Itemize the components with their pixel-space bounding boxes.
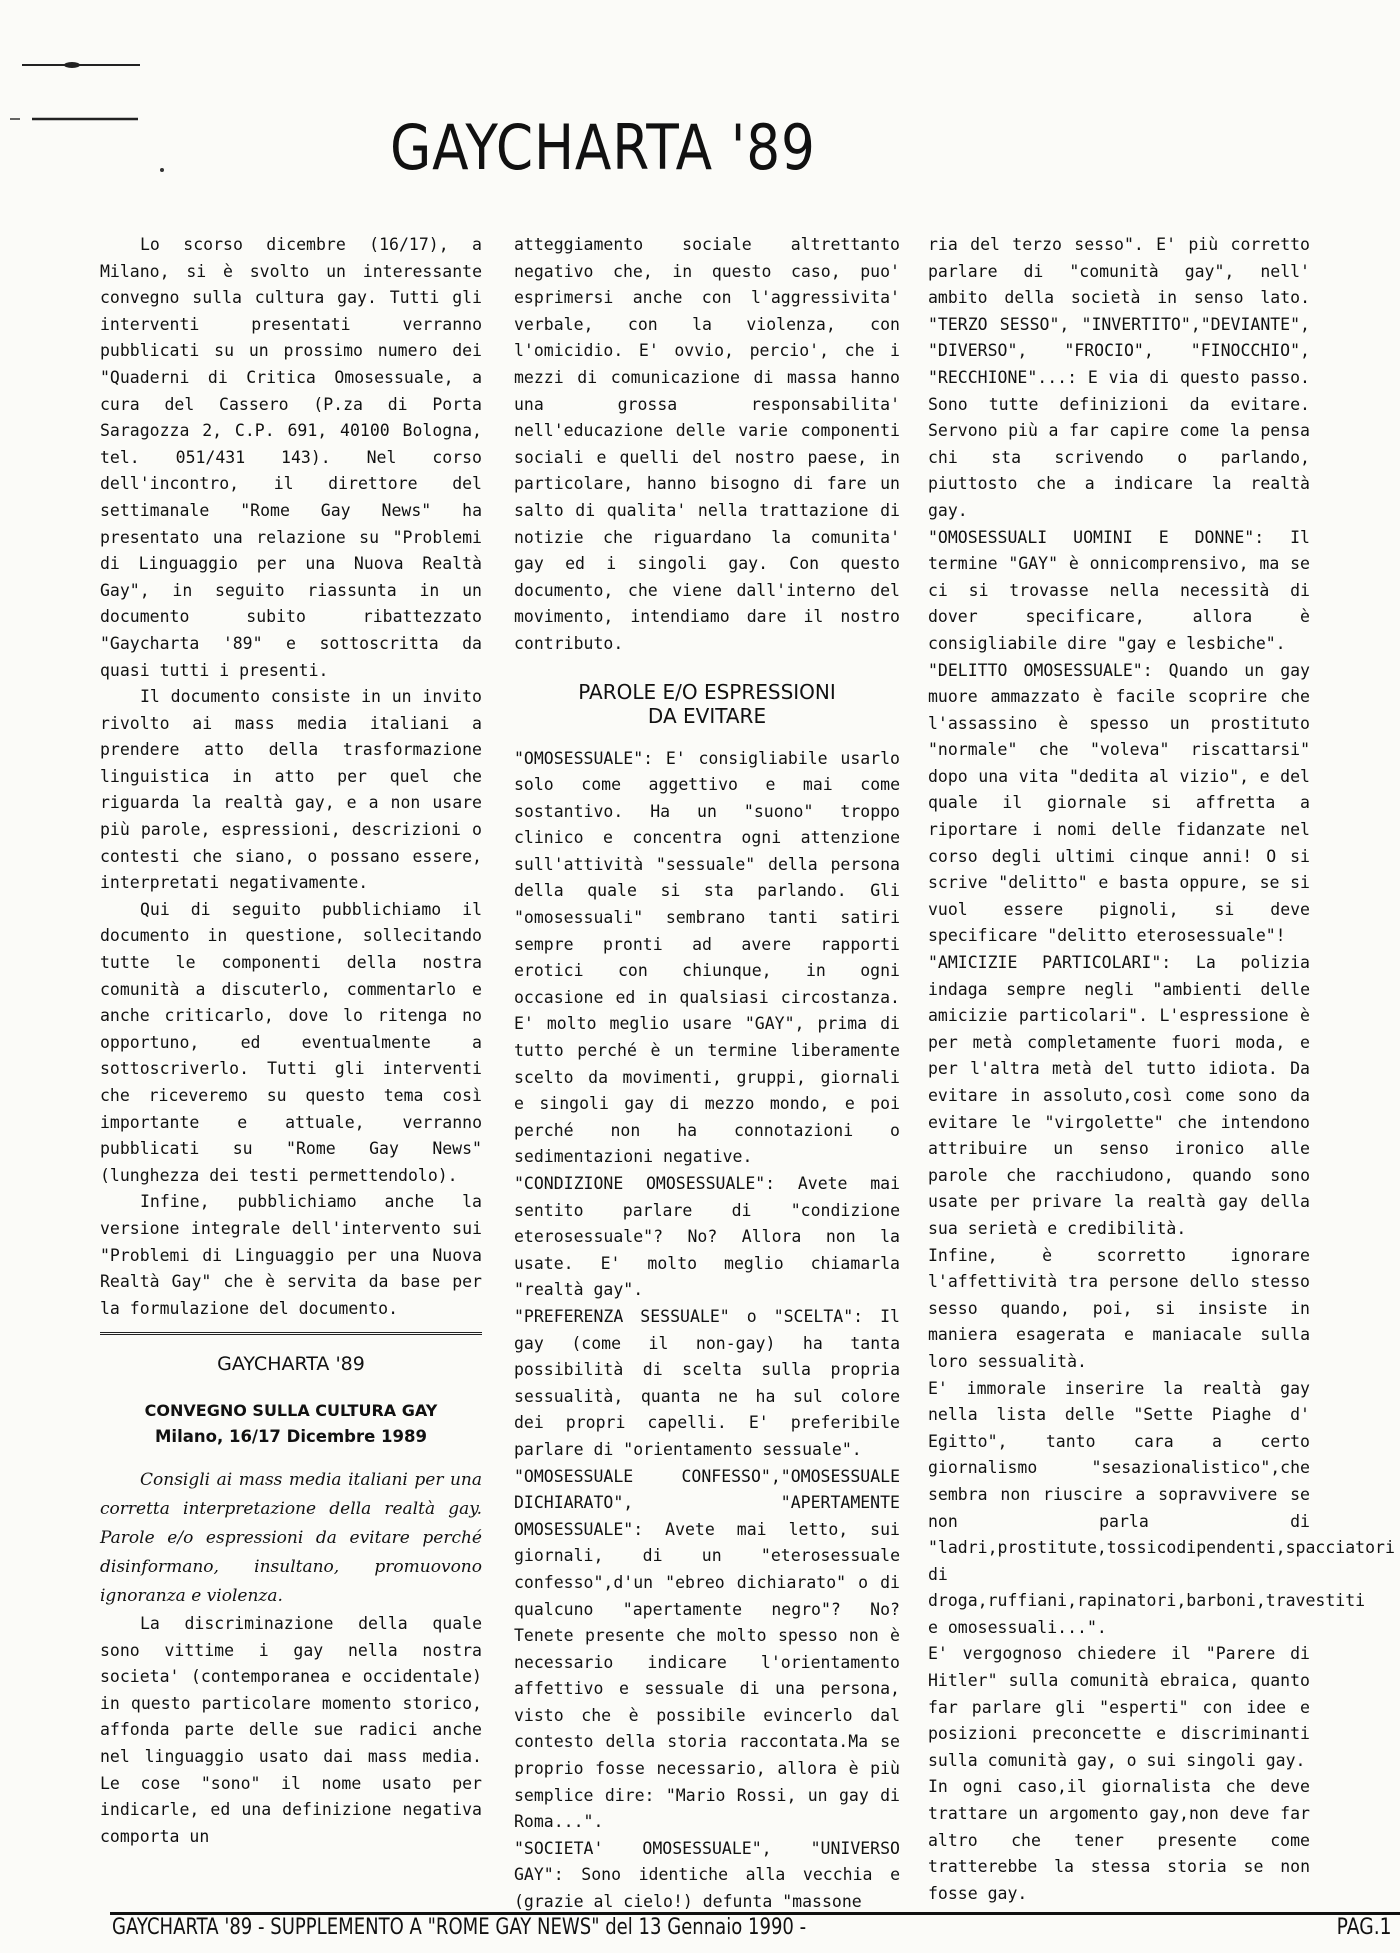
entry-omosessuale: "OMOSESSUALE": E' consigliabile usarlo solo come aggettivo e mai come sostantivo. Ha un "suono" troppo clinico e concentra ogni attenzione sull'attività "sessuale" della persona della quale si sta parlando. Gli "omosessuali" sembrano tanti satiri sempre pronti ad avere rapporti erotici con chiunque, in ogni occasione ed in qualsiasi circostanza. E' molto meglio usare "GAY", prima di tutto perché è un termine liberamente scelto da movimenti, gruppi, giornali e singoli gay di mezzo mondo, e poi perché non ha connotazioni o sedimentazioni negative. xyxy=(514,748,900,1167)
entry-amicizie: "AMICIZIE PARTICOLARI": La polizia indaga sempre negli "ambienti delle amicizie particolari". L'espressione è per metà completamente fuori moda, e per l'altra metà del tutto idiota. Da evitare in assoluto,così come sono da evitare le "virgolette" che intendono attribuire un senso ironico alle parole che racchiudono, quando sono usate per privare la realtà gay della sua serietà e credibilità. xyxy=(928,953,1310,1238)
section-heading-line-1: PAROLE E/O ESPRESSIONI xyxy=(578,679,836,704)
paragraph: Qui di seguito pubblichiamo il documento in questione, sollecitando tutte le componenti della nostra comunità a discuterlo, commentarlo e anche criticarlo, dove lo ritenga no opportuno, ed eventualmente a sottoscriverlo. Tutti gli interventi che riceveremo su questo tema così importante e attuale, verranno pubblicati su "Rome Gay News" (lunghezza dei testi permettendolo). xyxy=(100,899,482,1185)
page-footer xyxy=(110,1912,1400,1943)
paragraph: La discriminazione della quale sono vittime i gay nella nostra societa' (contemporanea e occidentale) in questo particolare momento storico, affonda parte delle sue radici anche nel linguaggio usato dai mass media. Le cose "sono" il nome usato per indicarle, ed una definizione negativa comporta un xyxy=(100,1613,482,1846)
paragraph: E' immorale inserire la realtà gay nella lista delle "Sette Piaghe d' Egitto", tanto cara a certo giornalismo "sesazionalistico",che sembra non riuscire a sopravvivere se non parla di "ladri,prostitute,tossicodipendenti,spacciatori di droga,ruffiani,rapinatori,barboni,travestiti e omosessuali...". xyxy=(928,1378,1395,1637)
footer-text: GAYCHARTA '89 - SUPPLEMENTO A "ROME GAY NEWS" del 13 Gennaio 1990 - xyxy=(112,1915,807,1940)
column-1 xyxy=(100,232,482,1850)
column-3 xyxy=(928,232,1395,1907)
paragraph: Infine, pubblichiamo anche la versione integrale dell'intervento sui "Problemi di Linguaggio per una Nuova Realtà Gay" che è servita da base per la formulazione del documento. xyxy=(100,1192,482,1318)
entry-preferenza: "PREFERENZA SESSUALE" o "SCELTA": Il gay (come il non-gay) ha tanta possibilità di scelta sulla propria sessualità, quanta ne ha sul colore dei propri capelli. E' preferibile parlare di "orientamento sessuale". xyxy=(514,1306,900,1459)
paragraph: Infine, è scorretto ignorare l'affettività tra persone dello stesso sesso quando, poi, si insiste in maniera esagerata e maniacale sulla loro sessualità. xyxy=(928,1245,1310,1371)
scan-mark-icon xyxy=(10,116,138,122)
intro-paragraph: Lo scorso dicembre (16/17), a Milano, si è svolto un interessante convegno sulla cultura gay. Tutti gli interventi presentati verranno pubblicati su un prossimo numero dei "Quaderni di Critica Omosessuale, a cura del Cassero (P.za di Porta Saragozza 2, C.P. 691, 40100 Bologna, tel. 051/431 143). Nel corso dell'incontro, il direttore del settimanale "Rome Gay News" ha presentato una relazione su "Problemi di Linguaggio per una Nuova Realtà Gay", in seguito riassunta in un documento subito ribattezzato "Gaycharta '89" e sottoscritta da quasi tutti i presenti. xyxy=(100,235,482,680)
paragraph: In ogni caso,il giornalista che deve trattare un argomento gay,non deve far altro che tener presente come tratterebbe la stessa storia se non fosse gay. xyxy=(928,1777,1310,1903)
entry-terzo-sesso: ria del terzo sesso". E' più corretto parlare di "comunità gay", nell' ambito della società in senso lato. "TERZO SESSO", "INVERTITO","DEVIANTE", "DIVERSO", "FROCIO", "FINOCCHIO", "RECCHIONE"...: E via di questo passo. Sono tutte definizioni da evitare. Servono più a far capire come la pensa chi sta scrivendo o parlando, piuttosto che a indicare la realtà gay. xyxy=(928,235,1310,520)
paragraph: Il documento consiste in un invito rivolto ai mass media italiani a prendere atto della trasformazione linguistica in atto per quel che riguarda la realtà gay, e a non usare più parole, espressioni, descrizioni o contesti che siano, o possano essere, interpretati negativamente. xyxy=(100,687,482,893)
entry-confesso: "OMOSESSUALE CONFESSO","OMOSESSUALE DICHIARATO", "APERTAMENTE OMOSESSUALE": Avete mai letto, sui giornali, di un "eterosessuale confesso",d'un "ebreo dichiarato" o di qualcuno "apertamente negro"? No? Tenete presente che molto spesso non è necessario indicare l'orientamento affettivo e sessuale di una persona, visto che è possibile evincerlo dal contesto della storia raccontata.Ma se proprio fosse necessario, allora è più semplice dire: "Mario Rossi, un gay di Roma...". xyxy=(514,1466,900,1832)
divider xyxy=(100,1332,482,1337)
scan-mark-icon xyxy=(22,62,140,68)
convention-date: Milano, 16/17 Dicembre 1989 xyxy=(155,1426,427,1446)
scan-dot-icon xyxy=(160,168,164,172)
page-title: GAYCHARTA '89 xyxy=(390,111,816,184)
charter-subtitle: Consigli ai mass media italiani per una corretta interpretazione della realtà gay. Parole e/o espressioni da evitare perché disinformano, insultano, promuovono ignoranza e violenza. xyxy=(100,1469,482,1606)
section-heading xyxy=(514,680,900,728)
page-number: PAG.1 xyxy=(1337,1915,1392,1940)
entry-delitto: "DELITTO OMOSESSUALE": Quando un gay muore ammazzato è facile scoprire che l'assassino è spesso un prostituto "normale" che "voleva" riscattarsi" dopo una vita "dedita al vizio", e del quale il giornale si affretta a riportare i nomi delle fidanzate nel corso degli ultimi cinque anni! O si scrive "delitto" e basta oppure, se si vuol essere pignoli, si deve specificare "delitto eterosessuale"! xyxy=(928,660,1310,946)
charter-box xyxy=(100,1332,482,1850)
box-title: GAYCHARTA '89 xyxy=(217,1353,365,1376)
paragraph: E' vergognoso chiedere il "Parere di Hitler" sulla comunità ebraica, quanto far parlare gli "esperti" con idee e posizioni preconcette e discriminanti sulla comunità gay, o sui singoli gay. xyxy=(928,1644,1310,1770)
entry-societa: "SOCIETA' OMOSESSUALE", "UNIVERSO GAY": Sono identiche alla vecchia e (grazie al cielo!) defunta "massone xyxy=(514,1838,900,1912)
entry-condizione: "CONDIZIONE OMOSESSUALE": Avete mai sentito parlare di "condizione eterosessuale"? No? Allora non la usate. E' molto meglio chiamarla "realtà gay". xyxy=(514,1174,900,1300)
section-heading-line-2: DA EVITARE xyxy=(647,703,767,728)
column-2 xyxy=(514,232,900,1916)
convention-title: CONVEGNO SULLA CULTURA GAY xyxy=(144,1400,438,1420)
entry-uomini-donne: "OMOSESSUALI UOMINI E DONNE": Il termine "GAY" è onnicomprensivo, ma se ci si trovasse nella necessità di dover specificare, allora è consigliabile dire "gay e lesbiche". xyxy=(928,527,1310,653)
paragraph: atteggiamento sociale altrettanto negativo che, in questo caso, puo' esprimersi anche con l'aggressivita' verbale, con la violenza, con l'omicidio. E' ovvio, percio', che i mezzi di comunicazione di massa hanno una grossa responsabilita' nell'educazione delle varie componenti sociali e quelli del nostro paese, in particolare, hanno bisogno di fare un salto di qualita' nella trattazione di notizie che riguardano la comunita' gay ed i singoli gay. Con questo documento, che viene dall'interno del movimento, intendiamo dare il nostro contributo. xyxy=(514,235,900,653)
